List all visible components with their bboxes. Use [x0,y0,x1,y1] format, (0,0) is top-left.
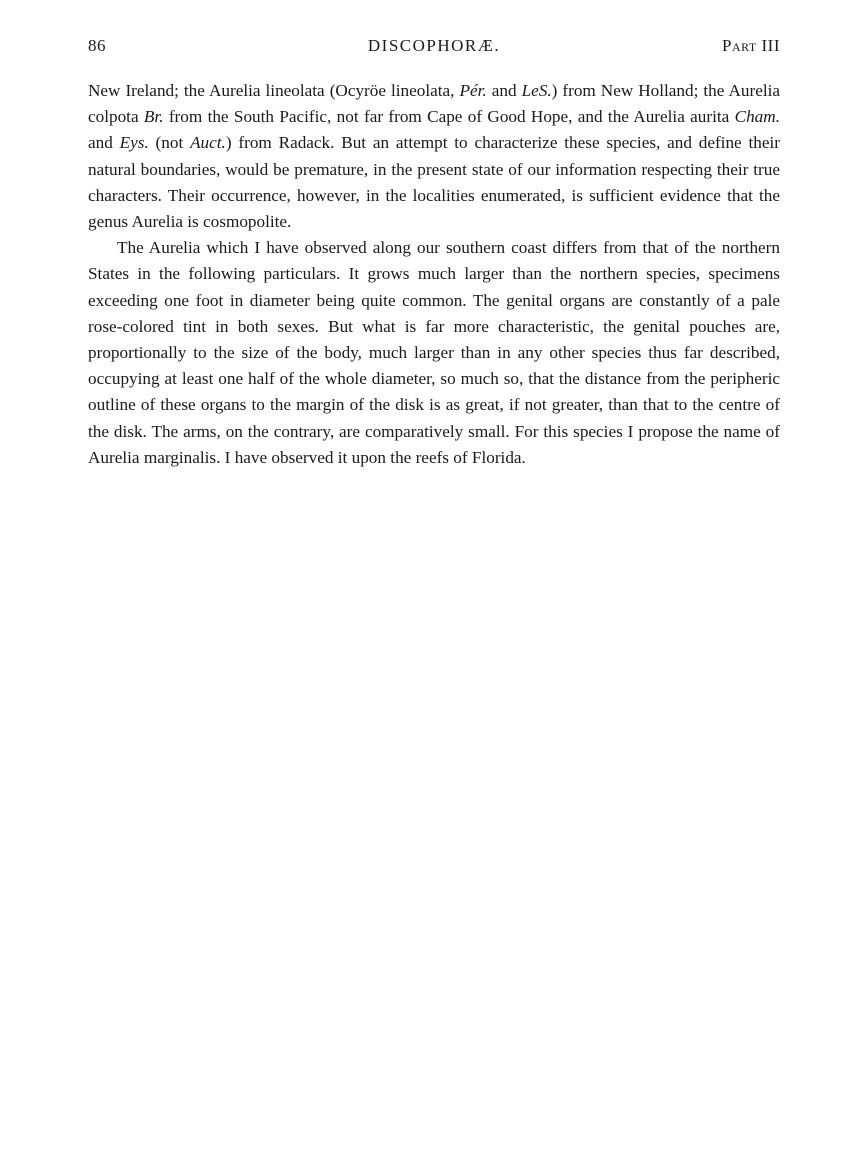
text-segment: and [486,81,522,100]
italic-segment: Eys. [119,133,149,153]
page [88,36,780,471]
running-head [88,36,780,62]
text-segment: ) from Radack. But an attempt to characterize these species, and define their natural boundaries, would be premature, in the present state of our information respecting their true characters. Their occurrence, however, in the localities enumerated, is sufficient evidence that the genus Aurelia is cosmopolite. [88,133,780,232]
paragraph-continued [88,78,780,235]
italic-segment: LeS. [521,81,552,100]
body-text [88,78,780,471]
italic-segment: Cham. [734,107,780,127]
text-segment: The Aurelia which I have observed along our southern coast differs from that of the northern States in the following particulars. It grows much larger than the northern species, specimens exceeding one foot in diameter being quite common. The genital organs are constantly of a pale rose-colored tint in both sexes. But what is far more characteristic, the genital pouches are, proportionally to the size of the body, much larger than in any other species thus far described, occupying at least one half of the whole diameter, so much so, that the distance from the peripheric outline of these organs to the margin of the disk is as great, if not greater, than that to the centre of the disk. The arms, on the contrary, are comparatively small. For this species I propose the name of Aurelia marginalis. I have observed it upon the reefs of Florida. [88,238,780,467]
text-segment: New Ireland; the Aurelia lineolata (Ocyröe lineolata, [88,81,460,100]
page-number: 86 [88,36,106,55]
running-title: DISCOPHORÆ. [367,36,501,55]
text-segment: from the South Pacific, not far from Cape of Good Hope, and the Aurelia aurita [163,107,735,127]
text-segment: ) from New Holland; the Aurelia colpota [88,81,781,127]
italic-segment: Br. [143,107,164,127]
text-segment: (not [148,133,191,153]
italic-segment: Pér. [459,81,487,100]
paragraph-aurelia-marginalis [88,235,780,471]
text-segment: and [88,133,120,153]
part-label: Part III [722,36,780,55]
italic-segment: Auct. [190,133,226,153]
